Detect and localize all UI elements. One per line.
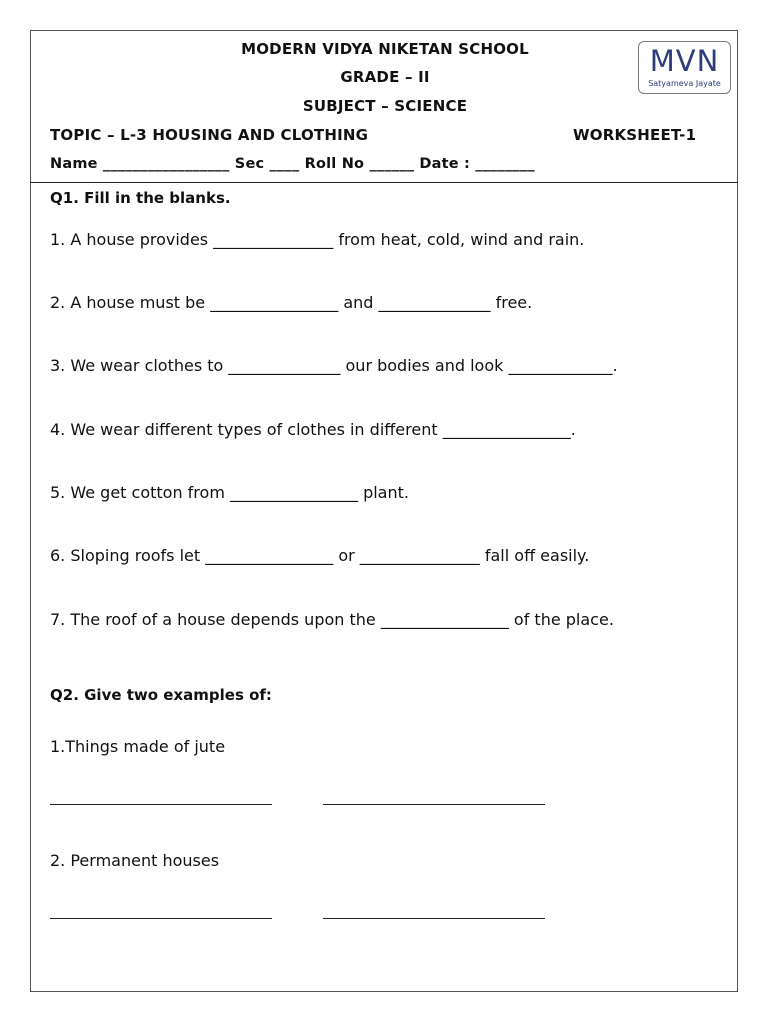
- q1-heading: Q1. Fill in the blanks.: [50, 189, 231, 207]
- answer-blank: [50, 804, 272, 805]
- q1-item-6: 6. Sloping roofs let ________________ or _______________ fall off easily.: [50, 546, 590, 565]
- topic-line: TOPIC – L-3 HOUSING AND CLOTHING: [50, 126, 369, 144]
- q1-item-4: 4. We wear different types of clothes in different ________________.: [50, 420, 576, 439]
- q2-sub-2: 2. Permanent houses: [50, 851, 220, 870]
- answer-blank: [50, 918, 272, 919]
- q1-item-1: 1. A house provides _______________ from heat, cold, wind and rain.: [50, 230, 585, 249]
- q1-item-7: 7. The roof of a house depends upon the ________________ of the place.: [50, 610, 614, 629]
- q1-item-3: 3. We wear clothes to ______________ our bodies and look _____________.: [50, 356, 618, 375]
- student-details-row: Name _________________ Sec ____ Roll No ______ Date : ________: [50, 156, 535, 172]
- worksheet-border: [30, 30, 738, 992]
- school-logo: [638, 41, 731, 94]
- school-name: MODERN VIDYA NIKETAN SCHOOL: [241, 40, 529, 58]
- logo-text: MVN: [649, 44, 720, 78]
- answer-blank: [323, 918, 545, 919]
- grade-line: GRADE – II: [340, 68, 430, 86]
- header-divider: [30, 182, 738, 183]
- subject-line: SUBJECT – SCIENCE: [302, 97, 468, 115]
- q2-sub-1: 1.Things made of jute: [50, 737, 226, 756]
- logo-tagline: Satyameva Jayate: [648, 79, 721, 88]
- worksheet-number: WORKSHEET-1: [573, 126, 697, 144]
- q1-item-5: 5. We get cotton from ________________ plant.: [50, 483, 409, 502]
- q1-item-2: 2. A house must be ________________ and ______________ free.: [50, 293, 533, 312]
- answer-blank: [323, 804, 545, 805]
- q2-heading: Q2. Give two examples of:: [50, 686, 272, 704]
